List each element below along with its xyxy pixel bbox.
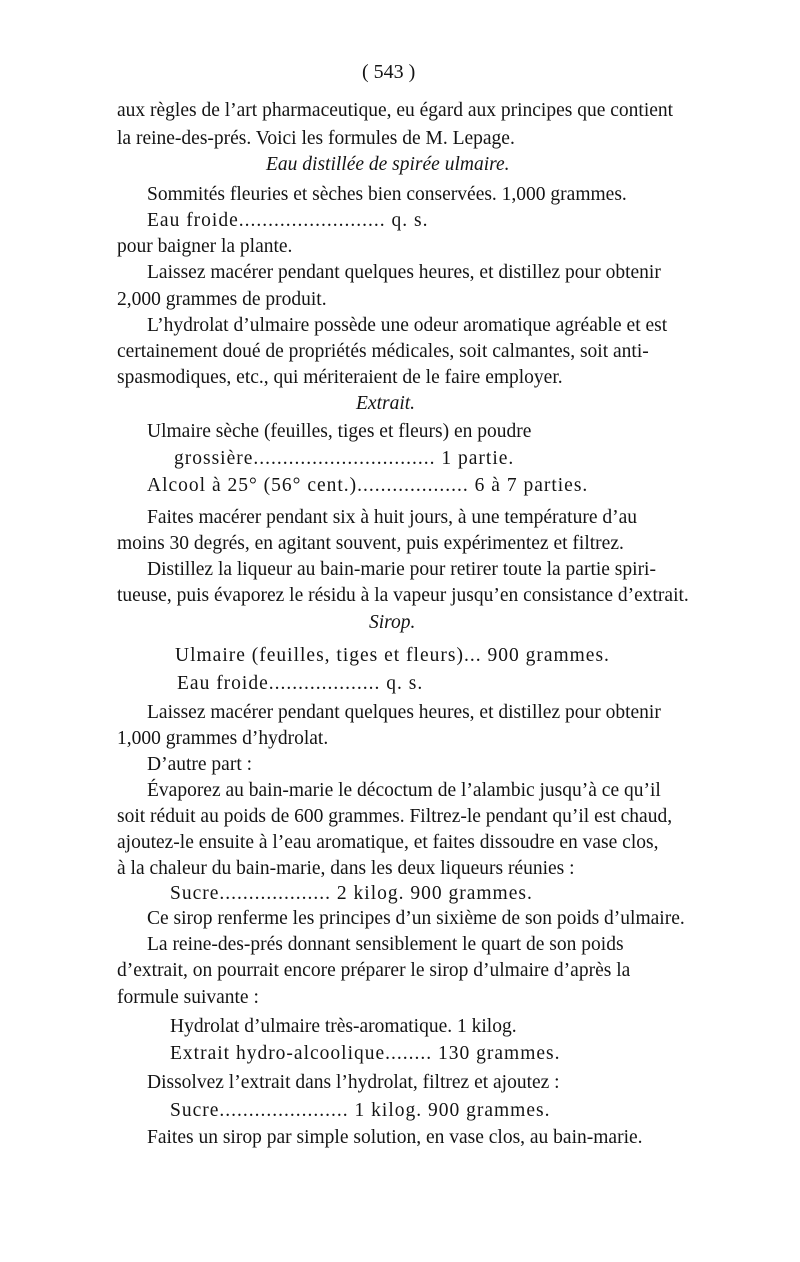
recipe-line: Extrait hydro-alcoolique........ 130 grammes. bbox=[170, 1043, 561, 1064]
recipe-line: Sucre................... 2 kilog. 900 grammes. bbox=[170, 883, 533, 904]
text-line: tueuse, puis évaporez le résidu à la vapeur jusqu’en consistance d’extrait. bbox=[117, 585, 689, 606]
section-title: Eau distillée de spirée ulmaire. bbox=[266, 154, 510, 175]
text-line: la reine-des-prés. Voici les formules de M. Lepage. bbox=[117, 128, 515, 149]
section-title: Extrait. bbox=[356, 393, 416, 414]
text-line: aux règles de l’art pharmaceutique, eu égard aux principes que contient bbox=[117, 100, 674, 121]
text-line: moins 30 degrés, en agitant souvent, puis expérimentez et filtrez. bbox=[117, 533, 624, 554]
text-line: certainement doué de propriétés médicales, soit calmantes, soit anti- bbox=[117, 341, 649, 362]
recipe-line: Eau froide................... q. s. bbox=[177, 673, 424, 694]
text-line: Faites un sirop par simple solution, en vase clos, au bain-marie. bbox=[147, 1127, 643, 1148]
page-number: ( 543 ) bbox=[362, 61, 416, 83]
recipe-line: Ulmaire sèche (feuilles, tiges et fleurs) en poudre bbox=[147, 421, 532, 442]
text-line: soit réduit au poids de 600 grammes. Filtrez-le pendant qu’il est chaud, bbox=[117, 806, 673, 827]
recipe-line: Sucre...................... 1 kilog. 900 grammes. bbox=[170, 1100, 551, 1121]
text-line: Évaporez au bain-marie le décoctum de l’alambic jusqu’à ce qu’il bbox=[147, 780, 661, 801]
text-line: La reine-des-prés donnant sensiblement le quart de son poids bbox=[147, 934, 624, 955]
text-line: 1,000 grammes d’hydrolat. bbox=[117, 728, 329, 749]
text-line: formule suivante : bbox=[117, 987, 259, 1008]
text-line: Laissez macérer pendant quelques heures, et distillez pour obtenir bbox=[147, 702, 661, 723]
recipe-line: Sommités fleuries et sèches bien conservées. 1,000 grammes. bbox=[147, 184, 627, 205]
section-title: Sirop. bbox=[369, 612, 416, 633]
text-line: L’hydrolat d’ulmaire possède une odeur aromatique agréable et est bbox=[147, 315, 668, 336]
text-line: Faites macérer pendant six à huit jours, à une température d’au bbox=[147, 507, 638, 528]
recipe-line: Hydrolat d’ulmaire très-aromatique. 1 kilog. bbox=[170, 1016, 517, 1037]
text-line: D’autre part : bbox=[147, 754, 253, 775]
recipe-line: Eau froide......................... q. s. bbox=[147, 210, 429, 231]
recipe-line: Ulmaire (feuilles, tiges et fleurs)... 900 grammes. bbox=[175, 645, 610, 666]
recipe-line: Alcool à 25° (56° cent.)................... 6 à 7 parties. bbox=[147, 475, 589, 496]
text-line: Dissolvez l’extrait dans l’hydrolat, filtrez et ajoutez : bbox=[147, 1072, 560, 1093]
text-line: pour baigner la plante. bbox=[117, 236, 293, 257]
text-line: à la chaleur du bain-marie, dans les deux liqueurs réunies : bbox=[117, 858, 575, 879]
text-line: 2,000 grammes de produit. bbox=[117, 289, 327, 310]
text-line: Distillez la liqueur au bain-marie pour retirer toute la partie spiri- bbox=[147, 559, 656, 580]
text-line: Laissez macérer pendant quelques heures, et distillez pour obtenir bbox=[147, 262, 661, 283]
text-line: spasmodiques, etc., qui mériteraient de le faire employer. bbox=[117, 367, 563, 388]
text-line: d’extrait, on pourrait encore préparer le sirop d’ulmaire d’après la bbox=[117, 960, 631, 981]
text-line: Ce sirop renferme les principes d’un sixième de son poids d’ulmaire. bbox=[147, 908, 685, 929]
text-line: ajoutez-le ensuite à l’eau aromatique, et faites dissoudre en vase clos, bbox=[117, 832, 659, 853]
recipe-line: grossière............................... 1 partie. bbox=[174, 448, 515, 469]
